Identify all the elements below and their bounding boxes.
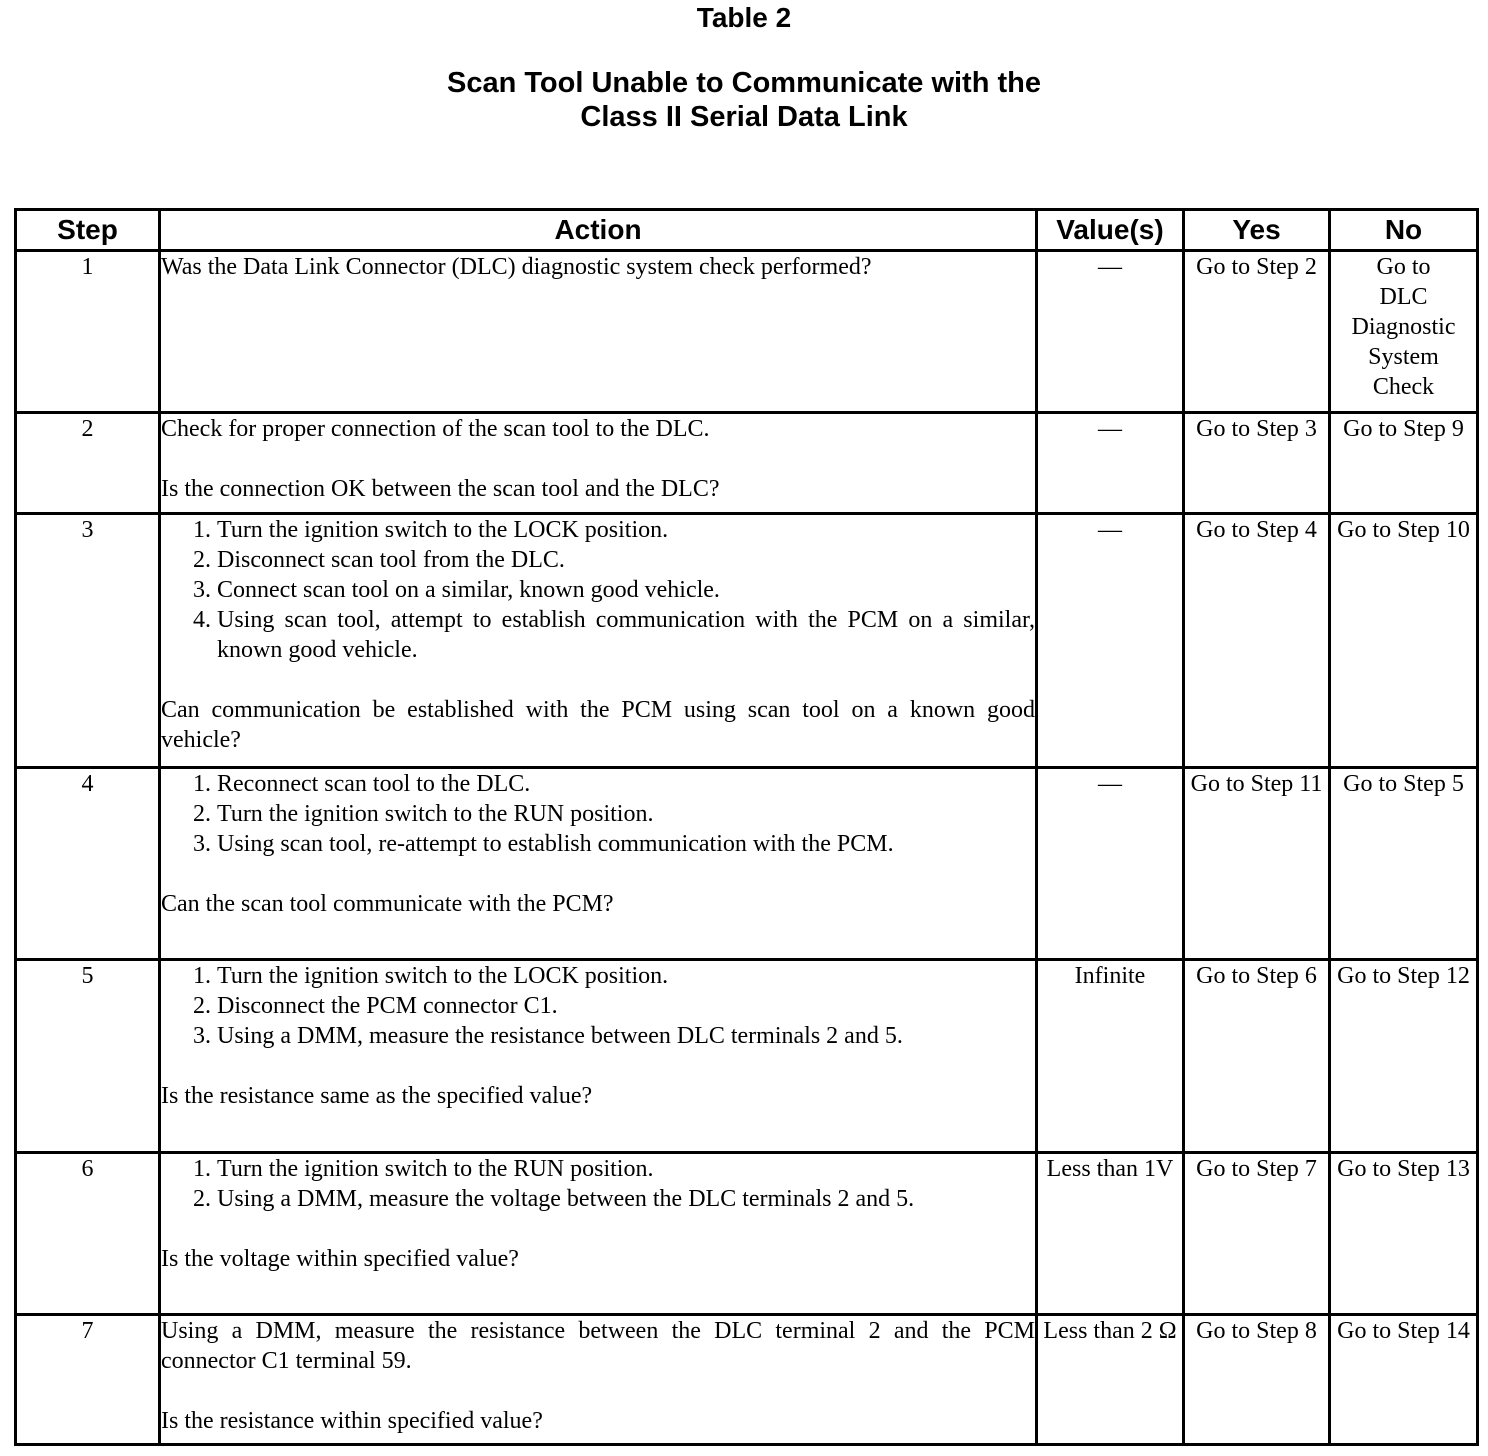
step-number: 7 (16, 1315, 160, 1445)
no-cell: Go to Step 10 (1330, 514, 1478, 768)
list-item: 2. Disconnect the PCM connector C1. (217, 991, 1035, 1021)
yes-cell: Go to Step 3 (1184, 413, 1330, 514)
action-cell (160, 960, 1037, 1153)
table-title (0, 66, 1488, 134)
action-question: Can communication be established with the PCM using scan tool on a known good vehicle? (161, 697, 1035, 753)
action-cell (160, 514, 1037, 768)
column-header-action: Action (160, 210, 1037, 251)
list-item: 4. Using scan tool, attempt to establish communication with the PCM on a similar, known good vehicle. (217, 605, 1035, 665)
column-header-values: Value(s) (1037, 210, 1184, 251)
list-item: 2. Disconnect scan tool from the DLC. (217, 545, 1035, 575)
column-header-no: No (1330, 210, 1478, 251)
title-line-1: Scan Tool Unable to Communicate with the (446, 67, 1041, 99)
action-intro: Check for proper connection of the scan tool to the DLC. (161, 416, 710, 442)
action-question: Was the Data Link Connector (DLC) diagnostic system check performed? (161, 254, 872, 280)
action-cell (160, 413, 1037, 514)
diagnostic-table (14, 208, 1479, 1446)
table-row (16, 960, 1478, 1153)
action-question: Can the scan tool communicate with the PCM? (161, 891, 614, 917)
step-number: 5 (16, 960, 160, 1153)
step-number: 3 (16, 514, 160, 768)
value-cell: Less than 2 Ω (1037, 1315, 1184, 1445)
title-line-2: Class II Serial Data Link (580, 101, 908, 133)
table-row (16, 413, 1478, 514)
yes-cell: Go to Step 6 (1184, 960, 1330, 1153)
action-question: Is the voltage within specified value? (161, 1246, 519, 1272)
action-steps-list (161, 515, 1035, 665)
table-row (16, 514, 1478, 768)
list-item: 2. Turn the ignition switch to the RUN position. (217, 799, 1035, 829)
table-label: Table 2 (696, 2, 792, 33)
list-item: 1. Turn the ignition switch to the RUN position. (217, 1154, 1035, 1184)
yes-cell: Go to Step 7 (1184, 1153, 1330, 1315)
action-question: Is the resistance same as the specified value? (161, 1083, 593, 1109)
value-cell: — (1037, 514, 1184, 768)
no-cell: Go to Step 5 (1330, 768, 1478, 960)
action-cell (160, 251, 1037, 413)
list-item: 2. Using a DMM, measure the voltage between the DLC terminals 2 and 5. (217, 1184, 1035, 1214)
no-cell: Go to Step 9 (1330, 413, 1478, 514)
action-cell (160, 1153, 1037, 1315)
list-item: 3. Using scan tool, re-attempt to establish communication with the PCM. (217, 829, 1035, 859)
yes-cell: Go to Step 4 (1184, 514, 1330, 768)
list-item: 3. Using a DMM, measure the resistance between DLC terminals 2 and 5. (217, 1021, 1035, 1051)
no-cell: Go to Step 12 (1330, 960, 1478, 1153)
yes-cell: Go to Step 8 (1184, 1315, 1330, 1445)
action-steps-list (161, 961, 1035, 1051)
table-row (16, 1315, 1478, 1445)
value-cell: — (1037, 768, 1184, 960)
list-item: 1. Turn the ignition switch to the LOCK position. (217, 961, 1035, 991)
list-item: 1. Reconnect scan tool to the DLC. (217, 769, 1035, 799)
header-row (16, 210, 1478, 251)
action-steps-list (161, 1154, 1035, 1214)
no-line: System (1368, 344, 1439, 370)
list-item: 1. Turn the ignition switch to the LOCK position. (217, 515, 1035, 545)
action-question: Is the connection OK between the scan tool and the DLC? (161, 476, 720, 502)
step-number: 6 (16, 1153, 160, 1315)
value-cell: Infinite (1037, 960, 1184, 1153)
table-row (16, 251, 1478, 413)
action-question: Is the resistance within specified value? (161, 1408, 543, 1434)
value-cell: — (1037, 251, 1184, 413)
no-line: Go to (1376, 254, 1431, 280)
no-line: Check (1372, 374, 1435, 400)
action-cell (160, 768, 1037, 960)
action-intro: Using a DMM, measure the resistance between the DLC terminal 2 and the PCM connector C1 terminal 59. (161, 1318, 1035, 1374)
value-cell: — (1037, 413, 1184, 514)
column-header-step: Step (16, 210, 160, 251)
table-row (16, 768, 1478, 960)
step-number: 2 (16, 413, 160, 514)
action-cell (160, 1315, 1037, 1445)
yes-cell: Go to Step 2 (1184, 251, 1330, 413)
table-row (16, 1153, 1478, 1315)
column-header-yes: Yes (1184, 210, 1330, 251)
no-line: Diagnostic (1351, 314, 1456, 340)
no-cell: Go to Step 13 (1330, 1153, 1478, 1315)
list-item: 3. Connect scan tool on a similar, known good vehicle. (217, 575, 1035, 605)
no-cell (1330, 251, 1478, 413)
no-cell: Go to Step 14 (1330, 1315, 1478, 1445)
action-steps-list (161, 769, 1035, 859)
value-cell: Less than 1V (1037, 1153, 1184, 1315)
step-number: 1 (16, 251, 160, 413)
yes-cell: Go to Step 11 (1184, 768, 1330, 960)
step-number: 4 (16, 768, 160, 960)
no-line: DLC (1379, 284, 1428, 310)
